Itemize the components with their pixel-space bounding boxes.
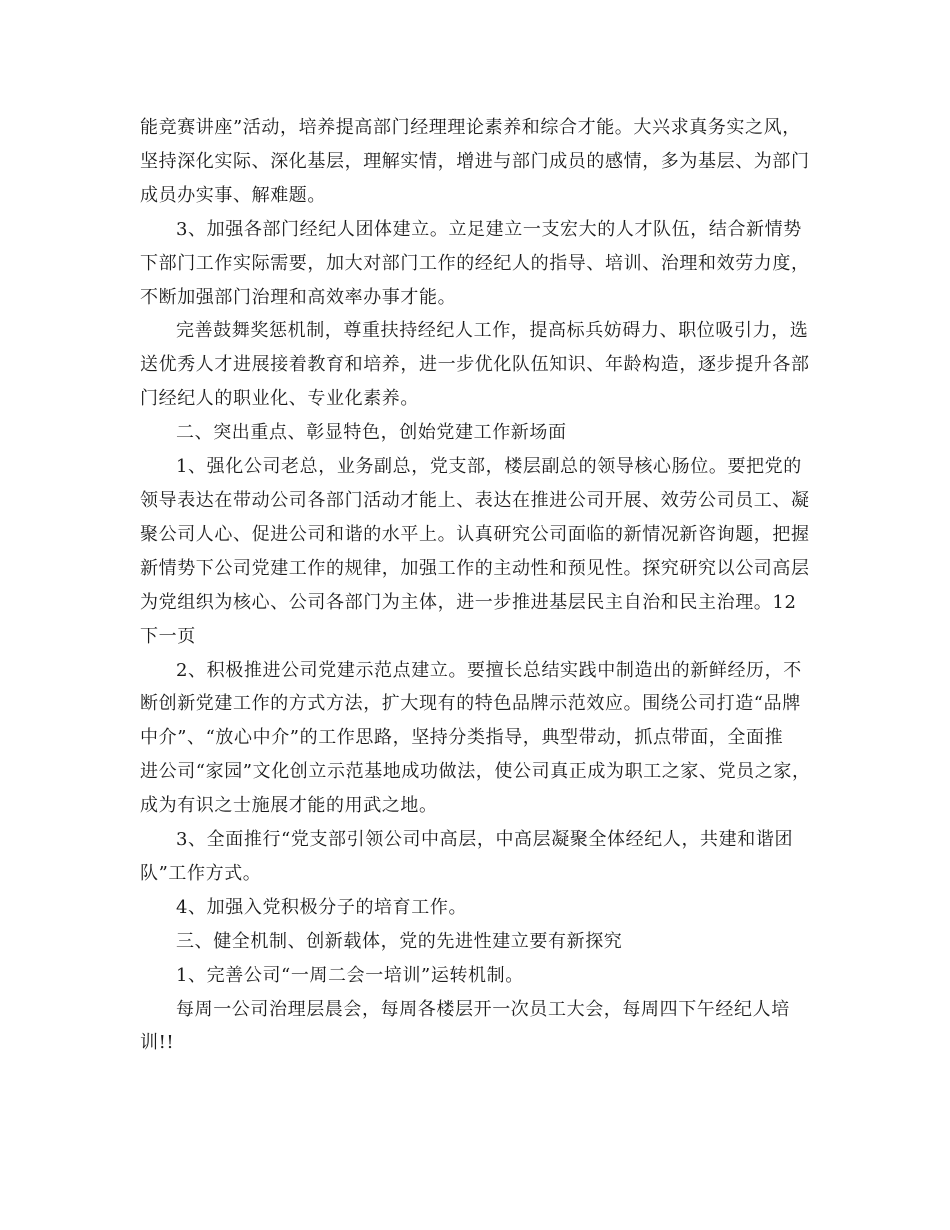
paragraph (140, 111, 830, 213)
document-body (140, 111, 830, 1060)
text-line: 进公司“家园”文化创立示范基地成功做法，使公司真正成为职工之家、党员之家， (140, 761, 811, 783)
text-line: 聚公司人心、促进公司和谐的水平上。认真研究公司面临的新情况新咨询题，把握 (140, 523, 810, 545)
text-line: 能竞赛讲座”活动，培养提高部门经理理论素养和综合才能。大兴求真务实之风， (140, 117, 801, 138)
paragraph (140, 450, 830, 653)
text-line: 1、完善公司“一周二会一培训”运转机制。 (176, 964, 524, 986)
text-line: 成员办实事、解难题。 (140, 184, 326, 206)
text-line: 3、全面推行“党支部引领公司中高层，中高层凝聚全体经纪人，共建和谐团 (176, 829, 794, 851)
text-line: 新情势下公司党建工作的规律，加强工作的主动性和预见性。探究研究以公司高层 (140, 557, 810, 579)
text-line: 门经纪人的职业化、专业化素养。 (140, 388, 419, 410)
text-line: 下部门工作实际需要，加大对部门工作的经纪人的指导、培训、治理和效劳力度， (140, 252, 810, 274)
text-line: 中介”、“放心中介”的工作思路，坚持分类指导，典型带动，抓点带面，全面推 (140, 727, 784, 749)
text-line: 领导表达在带动公司各部门活动才能上、表达在推进公司开展、效劳公司员工、凝 (140, 489, 810, 511)
text-line: 送优秀人才进展接着教育和培养，进一步优化队伍知识、年龄构造，逐步提升各部 (140, 354, 810, 376)
text-line: 训!! (140, 1032, 175, 1054)
text-line: 3、加强各部门经纪人团体建立。立足建立一支宏大的人才队伍，结合新情势 (176, 218, 802, 240)
text-line: 坚持深化实际、深化基层，理解实情，增进与部门成员的感情，多为基层、为部门 (140, 150, 810, 172)
paragraph (140, 959, 830, 993)
text-line: 为党组织为核心、公司各部门为主体，进一步推进基层民主自治和民主治理。12 (140, 591, 797, 613)
text-line: 2、积极推进公司党建示范点建立。要擅长总结实践中制造出的新鲜经历，不 (176, 659, 802, 681)
text-line: 二、突出重点、彰显特色，创始党建工作新场面 (176, 422, 567, 444)
section-heading (140, 925, 830, 959)
text-line: 不断加强部门治理和高效率办事才能。 (140, 286, 457, 308)
text-line: 下一页 (140, 625, 196, 647)
text-line: 三、健全机制、创新载体，党的先进性建立要有新探究 (176, 930, 623, 952)
text-line: 每周一公司治理层晨会，每周各楼层开一次员工大会，每周四下午经纪人培 (176, 998, 790, 1020)
paragraph (140, 314, 830, 416)
text-line: 队”工作方式。 (140, 862, 262, 884)
text-line: 1、强化公司老总，业务副总，党支部，楼层副总的领导核心肠位。要把党的 (176, 456, 802, 478)
paragraph (140, 993, 830, 1061)
text-line: 4、加强入党积极分子的培育工作。 (176, 896, 468, 918)
paragraph (140, 891, 830, 925)
paragraph (140, 654, 830, 824)
text-line: 完善鼓舞奖惩机制，尊重扶持经纪人工作，提高标兵妨碍力、职位吸引力，选 (176, 320, 809, 342)
paragraph (140, 213, 830, 315)
section-heading (140, 416, 830, 450)
text-line: 断创新党建工作的方式方法，扩大现有的特色品牌示范效应。围绕公司打造“品牌 (140, 693, 801, 715)
paragraph (140, 823, 830, 891)
text-line: 成为有识之士施展才能的用武之地。 (140, 795, 438, 817)
